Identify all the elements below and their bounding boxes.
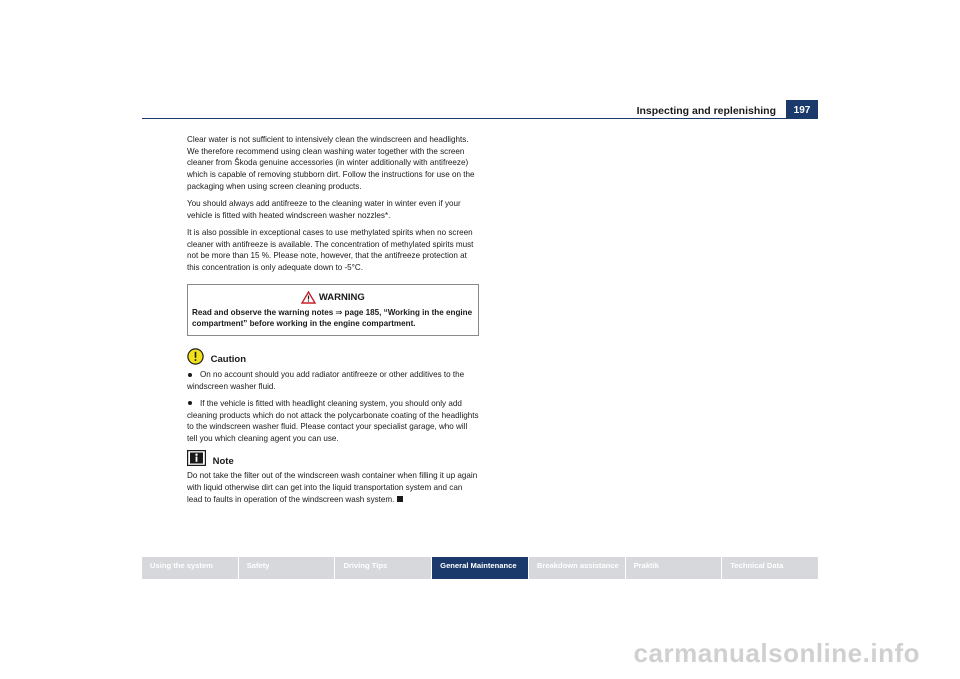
- caution-item: On no account should you add radiator antifreeze or other additives to the windscreen washer fluid.: [187, 370, 465, 391]
- warning-heading: [192, 291, 474, 304]
- caution-heading: [187, 348, 479, 365]
- footer-tab-driving-tips[interactable]: Driving Tips: [335, 557, 431, 579]
- footer-tab-using-the-system[interactable]: Using the system: [142, 557, 238, 579]
- note-heading: [187, 450, 479, 466]
- end-of-section-icon: [397, 496, 403, 502]
- warning-title: WARNING: [318, 291, 365, 303]
- bullet-icon: [188, 373, 192, 377]
- note-title: Note: [212, 455, 234, 467]
- page-content: [187, 134, 479, 511]
- paragraph: You should always add antifreeze to the cleaning water in winter even if your vehicle is fitted with heated windscreen washer nozzles*.: [187, 199, 461, 220]
- footer-tab-general-maintenance[interactable]: General Maintenance: [432, 557, 528, 579]
- footer-nav: [142, 557, 818, 579]
- caution-item: If the vehicle is fitted with headlight cleaning system, you should only add cleaning products which do not attack the polycarbonate coating of the headlights to the windscreen washer fluid. Please contact your specialist garage, who will tell you which cleaning agent you can use.: [187, 399, 479, 444]
- warning-triangle-icon: [301, 291, 316, 304]
- page-title: Inspecting and replenishing: [636, 105, 776, 117]
- warning-text: Read and observe the warning notes ⇒ page 185, “Working in the engine compartment” before working in the engine compartment.: [192, 307, 473, 329]
- page-number: 197: [786, 100, 818, 119]
- footer-tab-technical-data[interactable]: Technical Data: [722, 557, 818, 579]
- caution-exclamation-icon: [187, 348, 204, 365]
- paragraph: Clear water is not sufficient to intensively clean the windscreen and headlights. We therefore recommend using clean washing water together with the screen cleaner from Škoda genuine accessories (in winter additionally with antifreeze) which is capable of removing stubborn dirt. Follow the instructions for use on the packaging when using screen cleaning products.: [187, 135, 475, 191]
- bullet-icon: [188, 401, 192, 405]
- header-rule: [142, 118, 818, 119]
- note-info-icon: [187, 450, 206, 466]
- paragraph: It is also possible in exceptional cases to use methylated spirits when no screen cleaner with antifreeze is available. The concentration of methylated spirits must not be more than 15 %. Please note, however, that the antifreeze protection at this concentration is only adequate down to -5°C.: [187, 227, 474, 273]
- caution-title: Caution: [210, 354, 246, 366]
- note-text: Do not take the filter out of the windscreen wash container when filling it up again with liquid otherwise dirt can get into the liquid transportation system and can lead to faults in operation of the windscreen wash system.: [187, 471, 478, 504]
- footer-tab-safety[interactable]: Safety: [239, 557, 335, 579]
- warning-box: [187, 284, 479, 336]
- footer-tab-breakdown-assistance[interactable]: Breakdown assistance: [529, 557, 625, 579]
- footer-tab-praktik[interactable]: Praktik: [626, 557, 722, 579]
- watermark: carmanualsonline.info: [633, 638, 920, 668]
